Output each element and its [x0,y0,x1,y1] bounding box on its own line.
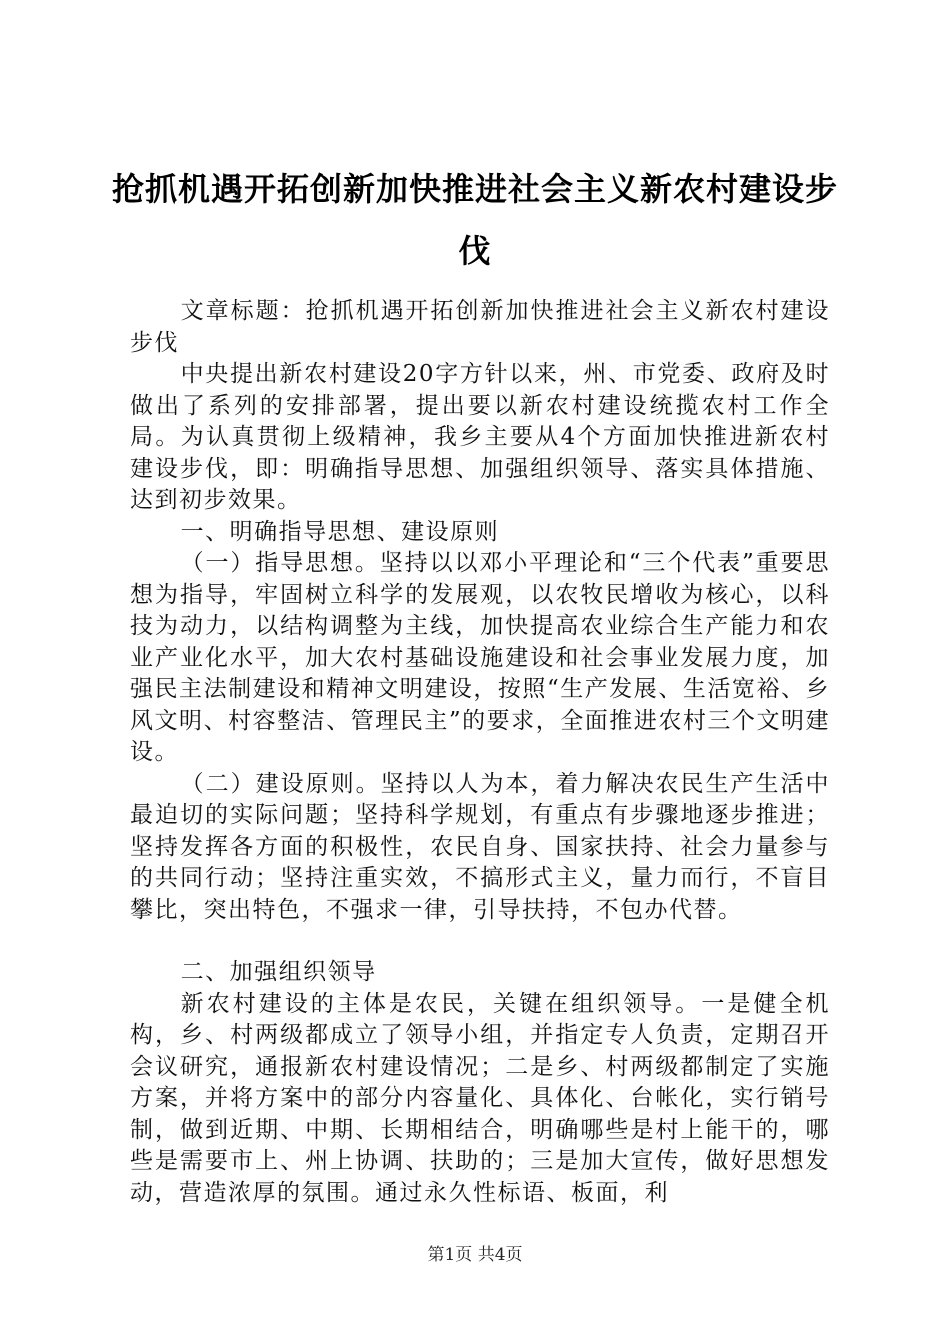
paragraph-construction-principles: （二）建设原则。坚持以人为本，着力解决农民生产生活中最迫切的实际问题；坚持科学规划，有重点有步骤地逐步推进；坚持发挥各方面的积极性，农民自身、国家扶持、社会力量参与的共同行动；坚持注重实效，不搞形式主义，量力而行，不盲目攀比，突出特色，不强求一律，引导扶持，不包办代替。 [130,770,830,923]
section-heading-2: 二、加强组织领导 [180,959,377,985]
article-title-line: 文章标题：抢抓机遇开拓创新加快推进社会主义新农村建设步伐 [130,298,830,356]
page-number-footer: 第1页 共4页 [427,1245,523,1265]
section-heading-1: 一、明确指导思想、建设原则 [180,518,500,545]
paragraph-guiding-thought: （一）指导思想。坚持以以邓小平理论和“三个代表”重要思想为指导，牢固树立科学的发展观，以农牧民增收为核心，以科技为动力，以结构调整为主线，加快提高农业综合生产能力和农业产业化水平，加大农村基础设施建设和社会事业发展力度，加强民主法制建设和精神文明建设，按照“生产发展、生活宽裕、乡风文明、村容整洁、管理民主”的要求，全面推进农村三个文明建设。 [130,550,830,765]
paragraph-intro: 中央提出新农村建设20字方针以来，州、市党委、政府及时做出了系列的安排部署，提出要以新农村建设统揽农村工作全局。为认真贯彻上级精神，我乡主要从4个方面加快推进新农村建设步伐，即：明确指导思想、加强组织领导、落实具体措施、达到初步效果。 [130,361,830,513]
document-title: 抢抓机遇开拓创新加快推进社会主义新农村建设步伐 [111,170,838,270]
document-body [130,296,830,1209]
paragraph-organization: 新农村建设的主体是农民，关键在组织领导。一是健全机构，乡、村两级都成立了领导小组，并指定专人负责，定期召开会议研究，通报新农村建设情况；二是乡、村两级都制定了实施方案，并将方案中的部分内容量化、具体化、台帐化，实行销号制，做到近期、中期、长期相结合，明确哪些是村上能干的，哪些是需要市上、州上协调、扶助的；三是加大宣传，做好思想发动，营造浓厚的氛围。通过永久性标语、板面，利 [130,990,830,1206]
